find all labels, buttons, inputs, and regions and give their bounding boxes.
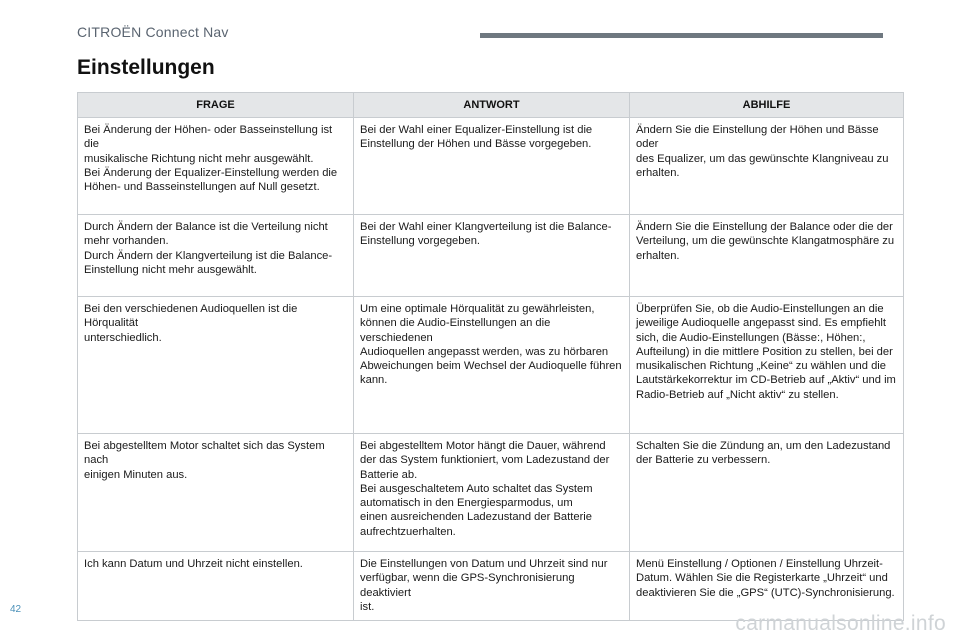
table-row bbox=[78, 552, 904, 621]
answer-cell: Bei der Wahl einer Klangverteilung ist die Balance- Einstellung vorgegeben. bbox=[354, 215, 630, 297]
solution-cell: Schalten Sie die Zündung an, um den Ladezustand der Batterie zu verbessern. bbox=[630, 434, 904, 552]
solution-cell: Menü Einstellung / Optionen / Einstellung Uhrzeit- Datum. Wählen Sie die Registerkarte „Uhrzeit“ und deaktivieren Sie die „GPS“ (UTC)-Synchronisierung. bbox=[630, 552, 904, 621]
question-cell: Bei Änderung der Höhen- oder Basseinstellung ist die musikalische Richtung nicht mehr ausgewählt. Bei Änderung der Equalizer-Einstellung werden die Höhen- und Basseinstellungen auf Null gesetzt. bbox=[78, 118, 354, 215]
table-row bbox=[78, 297, 904, 434]
answer-cell: Um eine optimale Hörqualität zu gewährleisten, können die Audio-Einstellungen an die verschiedenen Audioquellen angepasst werden, was zu hörbaren Abweichungen beim Wechsel der Audioquelle führen kann. bbox=[354, 297, 630, 434]
answer-cell: Bei abgestelltem Motor hängt die Dauer, während der das System funktioniert, vom Ladezustand der Batterie ab. Bei ausgeschaltetem Auto schaltet das System automatisch in den Energiesparmodus, um einen ausreichenden Ladezustand der Batterie aufrechtzuerhalten. bbox=[354, 434, 630, 552]
table-row bbox=[78, 118, 904, 215]
solution-cell: Ändern Sie die Einstellung der Höhen und Bässe oder des Equalizer, um das gewünschte Klangniveau zu erhalten. bbox=[630, 118, 904, 215]
column-header-question: FRAGE bbox=[78, 93, 354, 118]
page-title: Einstellungen bbox=[77, 56, 215, 79]
table-row bbox=[78, 434, 904, 552]
question-cell: Ich kann Datum und Uhrzeit nicht einstellen. bbox=[78, 552, 354, 621]
column-header-solution: ABHILFE bbox=[630, 93, 904, 118]
answer-cell: Die Einstellungen von Datum und Uhrzeit sind nur verfügbar, wenn die GPS-Synchronisierung deaktiviert ist. bbox=[354, 552, 630, 621]
page-number: 42 bbox=[10, 604, 22, 615]
table-header-row bbox=[78, 93, 904, 118]
question-cell: Bei den verschiedenen Audioquellen ist die Hörqualität unterschiedlich. bbox=[78, 297, 354, 434]
watermark: carmanualsonline.info bbox=[735, 612, 946, 635]
question-cell: Durch Ändern der Balance ist die Verteilung nicht mehr vorhanden. Durch Ändern der Klangverteilung ist die Balance- Einstellung nicht mehr ausgewählt. bbox=[78, 215, 354, 297]
document-header-title: CITROËN Connect Nav bbox=[77, 24, 229, 40]
table-row bbox=[78, 215, 904, 297]
header-divider-bar bbox=[480, 33, 883, 38]
solution-cell: Überprüfen Sie, ob die Audio-Einstellungen an die jeweilige Audioquelle angepasst sind. Es empfiehlt sich, die Audio-Einstellungen (Bässe:, Höhen:, Aufteilung) in die mittlere Position zu stellen, bei der musikalischen Richtung „Keine“ zu wählen und die Lautstärkekorrektur im CD-Betrieb auf „Aktiv“ und im Radio-Betrieb auf „Nicht aktiv“ zu stellen. bbox=[630, 297, 904, 434]
solution-cell: Ändern Sie die Einstellung der Balance oder die der Verteilung, um die gewünschte Klangatmosphäre zu erhalten. bbox=[630, 215, 904, 297]
column-header-answer: ANTWORT bbox=[354, 93, 630, 118]
question-cell: Bei abgestelltem Motor schaltet sich das System nach einigen Minuten aus. bbox=[78, 434, 354, 552]
answer-cell: Bei der Wahl einer Equalizer-Einstellung ist die Einstellung der Höhen und Bässe vorgegeben. bbox=[354, 118, 630, 215]
faq-table bbox=[77, 92, 904, 621]
